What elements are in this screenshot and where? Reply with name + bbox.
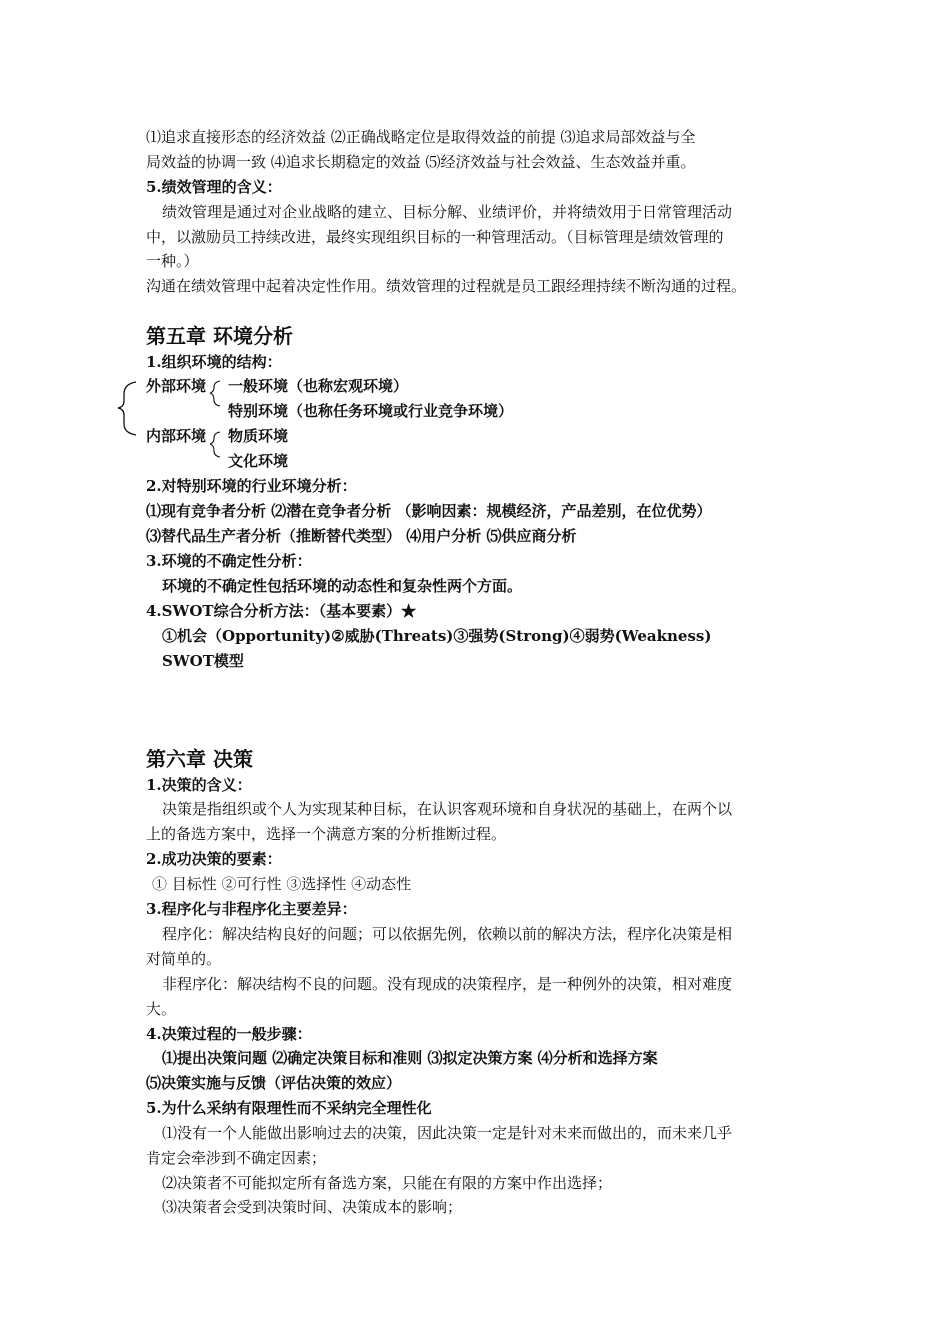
paragraph-line: 肯定会牵涉到不确定因素； — [146, 1149, 327, 1167]
sec4-line-1: ⑴追求直接形态的经济效益 ⑵正确战略定位是取得效益的前提 ⑶追求局部效益与全 — [146, 128, 696, 146]
paragraph-line: 环境的不确定性包括环境的动态性和复杂性两个方面。 — [162, 577, 523, 595]
list-line: ⑸决策实施与反馈（评估决策的效应） — [146, 1074, 402, 1092]
list-line: ① 目标性 ②可行性 ③选择性 ④动态性 — [152, 875, 412, 893]
chapter-title-5: 第五章 环境分析 — [146, 324, 293, 348]
paragraph-line: 非程序化：解决结构不良的问题。没有现成的决策程序，是一种例外的决策，相对难度 — [162, 975, 733, 993]
label-culture-environment: 文化环境 — [228, 452, 289, 470]
heading-swot: 4.SWOT综合分析方法：（基本要素）★ — [146, 602, 417, 620]
sec4-line-2: 局效益的协调一致 ⑷追求长期稳定的效益 ⑸经济效益与社会效益、生态效益并重。 — [146, 153, 696, 171]
label-internal-environment: 内部环境 — [146, 427, 207, 445]
heading-success-factors: 2.成功决策的要素： — [146, 850, 282, 868]
swot-model-label: SWOT模型 — [162, 652, 244, 670]
outer-brace — [118, 382, 136, 435]
list-line: ⑴提出决策问题 ⑵确定决策目标和准则 ⑶拟定决策方案 ⑷分析和选择方案 — [162, 1049, 658, 1067]
list-line: ⑴现有竞争者分析 ⑵潜在竞争者分析 （影响因素：规模经济，产品差别，在位优势） — [146, 502, 712, 520]
heading-decision-steps: 4.决策过程的一般步骤： — [146, 1025, 312, 1043]
heading-bounded-rationality: 5.为什么采纳有限理性而不采纳完全理性化 — [146, 1099, 432, 1117]
paragraph-line: 绩效管理是通过对企业战略的建立、目标分解、业绩评价，并将绩效用于日常管理活动 — [162, 203, 733, 221]
list-line: ⑶替代品生产者分析（推断替代类型） ⑷用户分析 ⑸供应商分析 — [146, 527, 577, 545]
heading-programmed-difference: 3.程序化与非程序化主要差异： — [146, 900, 357, 918]
paragraph-line: 中，以激励员工持续改进，最终实现组织目标的一种管理活动。（目标管理是绩效管理的 — [146, 228, 724, 246]
paragraph-line: 对简单的。 — [146, 950, 222, 968]
label-special-environment: 特别环境（也称任务环境或行业竞争环境） — [228, 402, 514, 420]
heading-performance-management: 5.绩效管理的含义： — [146, 178, 282, 196]
heading-industry-analysis: 2.对特别环境的行业环境分析： — [146, 477, 357, 495]
paragraph-line: 程序化：解决结构良好的问题；可以依据先例，依赖以前的解决方法，程序化决策是相 — [162, 925, 733, 943]
paragraph-line: ⑶决策者会受到决策时间、决策成本的影响； — [162, 1198, 463, 1216]
swot-elements: ①机会（Opportunity)②威胁(Threats)③强势(Strong)④弱势(Weakness) — [162, 627, 712, 645]
paragraph-line: 上的备选方案中，选择一个满意方案的分析推断过程。 — [146, 825, 507, 843]
paragraph-line: ⑵决策者不可能拟定所有备选方案，只能在有限的方案中作出选择； — [162, 1174, 613, 1192]
paragraph-line: ⑴没有一个人能做出影响过去的决策，因此决策一定是针对未来而做出的，而未来几乎 — [162, 1124, 733, 1142]
internal-brace — [210, 432, 220, 457]
label-external-environment: 外部环境 — [146, 377, 207, 395]
paragraph-line: 一种。） — [146, 252, 199, 270]
heading-uncertainty: 3.环境的不确定性分析： — [146, 552, 312, 570]
paragraph-line: 决策是指组织或个人为实现某种目标，在认识客观环境和自身状况的基础上，在两个以 — [162, 800, 733, 818]
heading-decision-meaning: 1.决策的含义： — [146, 776, 252, 794]
heading-env-structure: 1.组织环境的结构： — [146, 353, 282, 371]
label-general-environment: 一般环境（也称宏观环境） — [228, 377, 409, 395]
label-material-environment: 物质环境 — [228, 427, 289, 445]
chapter-title-6: 第六章 决策 — [146, 747, 253, 771]
paragraph-line: 大。 — [146, 1000, 177, 1018]
paragraph-line: 沟通在绩效管理中起着决定性作用。绩效管理的过程就是员工跟经理持续不断沟通的过程。 — [146, 277, 747, 295]
external-brace — [210, 381, 220, 406]
